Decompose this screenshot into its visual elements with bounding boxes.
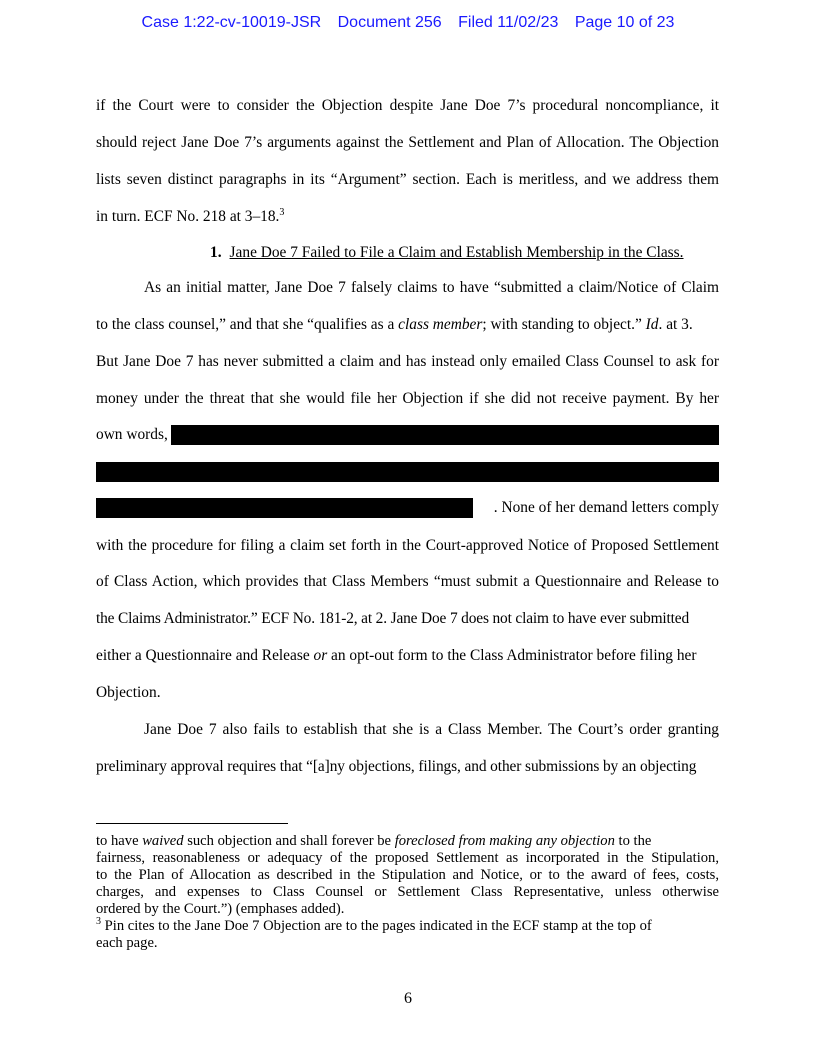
footnote-separator [96,823,288,824]
ecf-header-stamp [0,14,816,32]
body-line: if the Court were to consider the Objection despite Jane Doe 7’s procedural noncompliance, it [96,97,719,114]
body-line: should reject Jane Doe 7’s arguments against the Settlement and Plan of Allocation. The Objection [96,134,719,151]
italic-text: waived [142,833,184,849]
footnote-line: fairness, reasonableness or adequacy of the proposed Settlement as incorporated in the Stipulation, [96,850,719,866]
body-line [96,646,719,666]
case-number: Case 1:22-cv-10019-JSR [141,14,322,31]
page-indicator: Page 10 of 23 [574,14,675,31]
filed-date: Filed 11/02/23 [458,14,559,31]
body-text: an opt-out form to the Class Administrator before filing her [327,647,697,664]
footnote-line: ordered by the Court.”) (emphases added). [96,901,345,917]
document-number: Document 256 [337,14,442,31]
heading-title: Jane Doe 7 Failed to File a Claim and Establish Membership in the Class. [229,244,684,261]
footnote-line: each page. [96,935,158,951]
footnote-line: charges, and expenses to Class Counsel or Settlement Class Representative, unless otherwise [96,884,719,900]
footnote-text: such objection and shall forever be [183,833,395,849]
body-line: Objection. [96,684,161,701]
body-line: with the procedure for filing a claim set forth in the Court-approved Notice of Proposed Settlement [96,537,719,554]
redaction-bar [96,498,473,518]
footnote-text [96,833,651,850]
italic-text: class member [398,316,483,333]
footnote-text: Pin cites to the Jane Doe 7 Objection are to the pages indicated in the ECF stamp at the top of [101,918,652,934]
heading-number: 1. [210,244,222,261]
footnote-text: to have [96,833,143,849]
body-text: own words, [96,426,168,443]
footnote-line: to the Plan of Allocation as described in the Stipulation and Notice, or to the award of fees, costs, [96,867,719,883]
page-number: 6 [404,990,412,1007]
body-line: of Class Action, which provides that Class Members “must submit a Questionnaire and Release to [96,573,719,590]
body-line [96,207,719,227]
italic-text: foreclosed from making any objection [394,833,615,849]
body-line: But Jane Doe 7 has never submitted a claim and has instead only emailed Class Counsel to ask for [96,353,719,370]
section-heading [210,243,684,263]
footnote-text: to the [614,833,652,849]
body-line: As an initial matter, Jane Doe 7 falsely claims to have “submitted a claim/Notice of Claim [144,279,719,296]
redaction-bar [171,425,719,445]
italic-text: or [313,647,328,664]
body-text: ; with standing to object.” [482,316,646,333]
body-text [96,315,693,335]
footnote-line [96,833,719,850]
body-text: either a Questionnaire and Release [96,647,314,664]
body-text: in turn. ECF No. 218 at 3–18. [96,208,280,225]
body-line [96,425,719,445]
body-line: money under the threat that she would file her Objection if she did not receive payment. By her [96,390,719,407]
body-text: to the class counsel,” and that she “qualifies as a [96,316,399,333]
body-line [96,462,719,482]
citation-id: Id [645,316,659,333]
body-text: . at 3. [658,316,693,333]
body-line: the Claims Administrator.” ECF No. 181-2, at 2. Jane Doe 7 does not claim to have ever submitted [96,610,689,627]
body-line: lists seven distinct paragraphs in its “Argument” section. Each is meritless, and we address them [96,171,719,188]
body-text: . None of her demand letters comply [493,499,719,516]
body-line: preliminary approval requires that “[a]ny objections, filings, and other submissions by an objecting [96,758,697,775]
redaction-bar [96,462,719,482]
body-text [96,646,697,666]
body-line [96,315,719,335]
footnote-3 [96,918,719,935]
body-line [96,498,719,518]
body-line: Jane Doe 7 also fails to establish that she is a Class Member. The Court’s order granting [144,721,719,738]
footnote-mark: 3 [96,916,101,927]
footnote-ref-3: 3 [279,207,285,218]
